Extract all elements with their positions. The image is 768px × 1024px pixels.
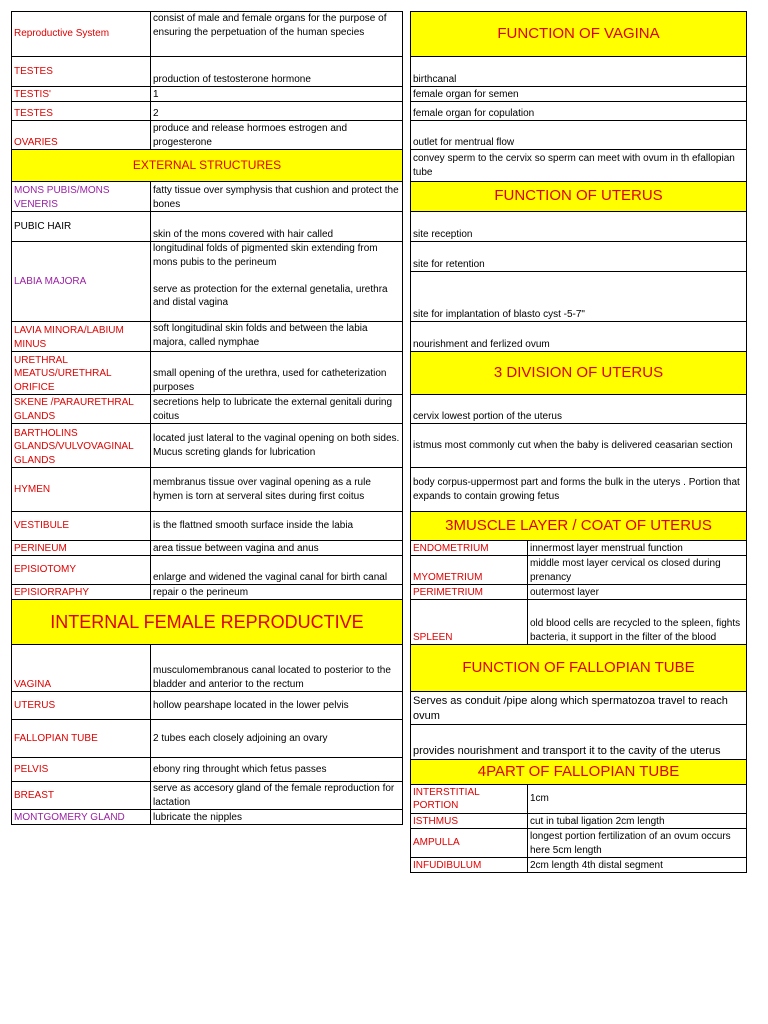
desc-cell: production of testosterone hormone — [151, 57, 403, 87]
section-header-row — [411, 512, 747, 541]
desc-cell: birthcanal — [411, 57, 747, 87]
term-cell: HYMEN — [12, 468, 151, 512]
term-cell: PUBIC HAIR — [12, 212, 151, 242]
section-header-row — [411, 645, 747, 692]
table-row — [12, 810, 411, 825]
term-cell: LABIA MAJORA — [12, 242, 151, 322]
desc-cell: 2 — [151, 102, 403, 121]
term-cell: TESTES — [12, 102, 151, 121]
section-header: FUNCTION OF UTERUS — [411, 182, 747, 212]
term-cell: Reproductive System — [12, 12, 151, 57]
desc-cell: serve as accesory gland of the female reproduction for lactation — [151, 782, 403, 810]
section-header-row — [411, 12, 747, 57]
table-row — [411, 858, 747, 873]
table-row — [411, 725, 747, 760]
desc-cell: outermost layer — [528, 585, 747, 600]
desc-cell: convey sperm to the cervix so sperm can meet with ovum in th efallopian tube — [411, 150, 747, 182]
desc-cell: site for implantation of blasto cyst -5-7" — [411, 272, 747, 322]
desc-cell: Serves as conduit /pipe along which spermatozoa travel to reach ovum — [411, 692, 747, 725]
desc-cell: skin of the mons covered with hair called — [151, 212, 403, 242]
table-row — [12, 720, 411, 758]
table-row — [12, 541, 411, 556]
term-cell: MONTGOMERY GLAND — [12, 810, 151, 825]
desc-cell: longitudinal folds of pigmented skin extending from mons pubis to the perineum serve as protection for the external genetalia, urethra and distal vagina — [151, 242, 403, 322]
desc-cell: soft longitudinal skin folds and between the labia majora, called nymphae — [151, 322, 403, 352]
table-row — [411, 829, 747, 858]
table-row — [12, 692, 411, 720]
term-cell: PELVIS — [12, 758, 151, 782]
section-header: 4PART OF FALLOPIAN TUBE — [411, 760, 747, 785]
term-cell: TESTES — [12, 57, 151, 87]
term-cell: PERIMETRIUM — [411, 585, 528, 600]
section-header-row — [12, 600, 411, 645]
section-header-row — [411, 760, 747, 785]
desc-cell: 1 — [151, 87, 403, 102]
desc-cell: 2cm length 4th distal segment — [528, 858, 747, 873]
term-cell: TESTIS' — [12, 87, 151, 102]
table-row — [12, 87, 411, 102]
desc-cell: is the flattned smooth surface inside the labia — [151, 512, 403, 541]
desc-cell: lubricate the nipples — [151, 810, 403, 825]
section-header: 3MUSCLE LAYER / COAT OF UTERUS — [411, 512, 747, 541]
term-cell: EPISIOTOMY — [12, 556, 151, 585]
table-row — [411, 541, 747, 556]
table-row — [12, 782, 411, 810]
table-row — [411, 102, 747, 121]
table-row — [411, 692, 747, 725]
term-cell: VAGINA — [12, 645, 151, 692]
desc-cell: small opening of the urethra, used for catheterization purposes — [151, 352, 403, 395]
term-cell: UTERUS — [12, 692, 151, 720]
table-row — [411, 272, 747, 322]
desc-cell: enlarge and widened the vaginal canal for birth canal — [151, 556, 403, 585]
desc-cell: produce and release hormoes estrogen and progesterone — [151, 121, 403, 150]
table-row — [12, 121, 411, 150]
desc-cell: musculomembranous canal located to posterior to the bladder and anterior to the rectum — [151, 645, 403, 692]
table-row — [411, 57, 747, 87]
table-row — [12, 12, 411, 57]
term-cell: BREAST — [12, 782, 151, 810]
desc-cell: istmus most commonly cut when the baby is delivered ceasarian section — [411, 424, 747, 468]
section-header: 3 DIVISION OF UTERUS — [411, 352, 747, 395]
section-header-row — [411, 182, 747, 212]
section-header: INTERNAL FEMALE REPRODUCTIVE — [12, 600, 403, 645]
table-row — [12, 212, 411, 242]
desc-cell: innermost layer menstrual function — [528, 541, 747, 556]
desc-cell: longest portion fertilization of an ovum occurs here 5cm length — [528, 829, 747, 858]
table-row — [411, 785, 747, 814]
section-header: FUNCTION OF VAGINA — [411, 12, 747, 57]
desc-cell: secretions help to lubricate the external genitali during coitus — [151, 395, 403, 424]
table-row — [411, 87, 747, 102]
desc-cell: old blood cells are recycled to the spleen, fights bacteria, it support in the filter of the blood — [528, 600, 747, 645]
table-row — [12, 242, 411, 322]
table-row — [411, 121, 747, 150]
desc-cell: membranus tissue over vaginal opening as a rule hymen is torn at serveral sites during first coitus — [151, 468, 403, 512]
desc-cell: repair o the perineum — [151, 585, 403, 600]
table-row — [12, 352, 411, 395]
table-row — [411, 814, 747, 829]
desc-cell: 2 tubes each closely adjoining an ovary — [151, 720, 403, 758]
desc-cell: area tissue between vagina and anus — [151, 541, 403, 556]
desc-cell: middle most layer cervical os closed during prenancy — [528, 556, 747, 585]
table-row — [411, 468, 747, 512]
table-row — [12, 585, 411, 600]
desc-cell: ebony ring throught which fetus passes — [151, 758, 403, 782]
term-cell: URETHRAL MEATUS/URETHRAL ORIFICE — [12, 352, 151, 395]
table-row — [411, 395, 747, 424]
term-cell: LAVIA MINORA/LABIUM MINUS — [12, 322, 151, 352]
right-table — [410, 11, 747, 873]
desc-cell: provides nourishment and transport it to the cavity of the uterus — [411, 725, 747, 760]
desc-cell: outlet for mentrual flow — [411, 121, 747, 150]
desc-cell: hollow pearshape located in the lower pelvis — [151, 692, 403, 720]
term-cell: AMPULLA — [411, 829, 528, 858]
table-row — [411, 556, 747, 585]
table-row — [12, 57, 411, 87]
section-header: EXTERNAL STRUCTURES — [12, 150, 403, 182]
term-cell: BARTHOLINS GLANDS/VULVOVAGINAL GLANDS — [12, 424, 151, 468]
section-header: FUNCTION OF FALLOPIAN TUBE — [411, 645, 747, 692]
term-cell: FALLOPIAN TUBE — [12, 720, 151, 758]
term-cell: SKENE /PARAURETHRAL GLANDS — [12, 395, 151, 424]
term-cell: PERINEUM — [12, 541, 151, 556]
term-cell: INTERSTITIAL PORTION — [411, 785, 528, 814]
desc-cell: body corpus-uppermost part and forms the bulk in the uterys . Portion that expands to contain growing fetus — [411, 468, 747, 512]
table-row — [12, 424, 411, 468]
table-row — [12, 182, 411, 212]
table-row — [12, 645, 411, 692]
desc-cell: female organ for copulation — [411, 102, 747, 121]
term-cell: ISTHMUS — [411, 814, 528, 829]
table-row — [12, 758, 411, 782]
term-cell: EPISIORRAPHY — [12, 585, 151, 600]
term-cell: MONS PUBIS/MONS VENERIS — [12, 182, 151, 212]
table-row — [12, 395, 411, 424]
table-row — [411, 600, 747, 645]
table-row — [411, 322, 747, 352]
desc-cell: nourishment and ferlized ovum — [411, 322, 747, 352]
table-row — [411, 212, 747, 242]
left-table — [11, 11, 411, 825]
table-row — [411, 150, 747, 182]
term-cell: MYOMETRIUM — [411, 556, 528, 585]
desc-cell: female organ for semen — [411, 87, 747, 102]
desc-cell: located just lateral to the vaginal opening on both sides. Mucus screting glands for lubrication — [151, 424, 403, 468]
term-cell: SPLEEN — [411, 600, 528, 645]
desc-cell: consist of male and female organs for the purpose of ensuring the perpetuation of the human species — [151, 12, 403, 57]
desc-cell: 1cm — [528, 785, 747, 814]
term-cell: OVARIES — [12, 121, 151, 150]
desc-cell: site for retention — [411, 242, 747, 272]
table-row — [12, 468, 411, 512]
table-row — [12, 556, 411, 585]
desc-cell: cervix lowest portion of the uterus — [411, 395, 747, 424]
term-cell: INFUDIBULUM — [411, 858, 528, 873]
table-row — [12, 322, 411, 352]
term-cell: VESTIBULE — [12, 512, 151, 541]
desc-cell: cut in tubal ligation 2cm length — [528, 814, 747, 829]
table-row — [411, 424, 747, 468]
table-row — [12, 512, 411, 541]
term-cell: ENDOMETRIUM — [411, 541, 528, 556]
table-row — [411, 585, 747, 600]
desc-cell: site reception — [411, 212, 747, 242]
table-row — [411, 242, 747, 272]
section-header-row — [12, 150, 411, 182]
table-row — [12, 102, 411, 121]
desc-cell: fatty tissue over symphysis that cushion and protect the bones — [151, 182, 403, 212]
section-header-row — [411, 352, 747, 395]
